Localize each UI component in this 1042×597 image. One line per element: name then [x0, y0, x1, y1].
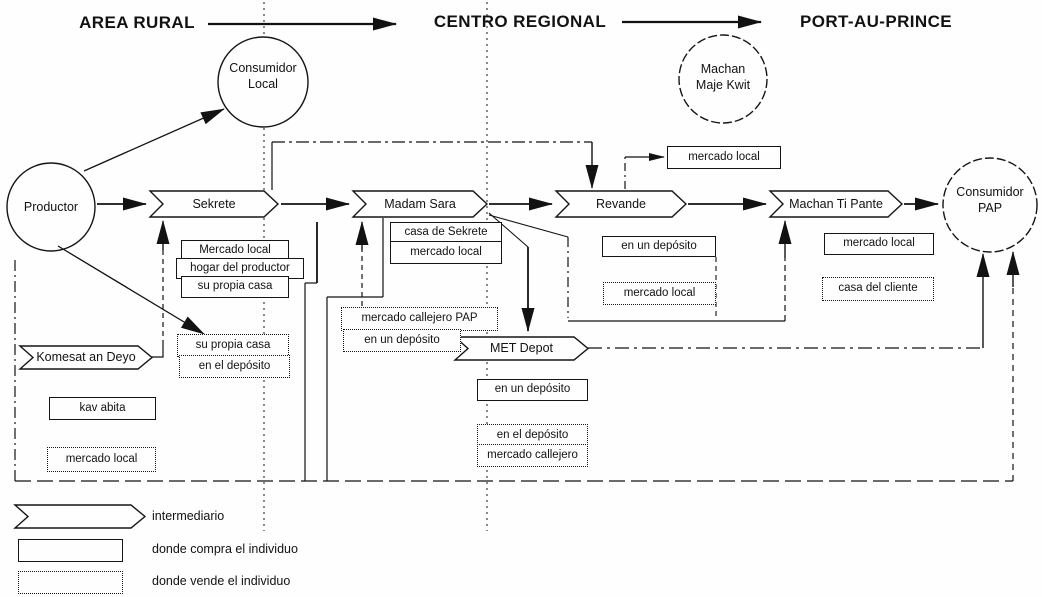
box-sekrete-mercado-local: Mercado local — [181, 240, 289, 261]
box-mercado-local-top: mercado local — [667, 146, 781, 169]
box-met-en-un-deposito: en un depósito — [477, 379, 588, 401]
box-sekrete-hogar-productor: hogar del productor — [176, 258, 304, 279]
loop-madam-sara-to-machan-ti-pante — [489, 215, 785, 321]
consumidor-local-line1: Consumidor — [229, 61, 297, 75]
legend-vende-swatch — [18, 571, 123, 594]
arrow-productor-to-consumidor-local — [84, 109, 224, 171]
consumidor-pap-line2: PAP — [977, 200, 1003, 215]
header-area-rural: AREA RURAL — [79, 13, 195, 32]
consumidor-local-label — [218, 61, 308, 92]
komesat-an-deyo-label: Komesat an Deyo — [36, 350, 136, 364]
box-komesat-sell-mercado: mercado local — [47, 447, 156, 472]
machan-ti-pante-label: Machan Ti Pante — [789, 196, 883, 211]
machan-maje-kwit-label — [678, 62, 768, 93]
box-sara-mercado-local: mercado local — [390, 241, 502, 264]
consumidor-local-line2: Local — [248, 76, 278, 91]
arrow-komesat-to-sekrete — [152, 221, 163, 357]
productor-label: Productor — [23, 200, 79, 214]
box-met-sell-deposito: en el depósito — [477, 424, 588, 447]
machan-maje-kwit-line2: Maje Kwit — [695, 77, 751, 92]
revande-label: Revande — [595, 196, 647, 211]
legend-vende-label: donde vende el individuo — [152, 574, 291, 588]
legend-intermediario-label: intermediario — [152, 509, 225, 523]
box-revande-sell-mercado: mercado local — [603, 282, 716, 305]
madam-sara-label: Madam Sara — [384, 196, 456, 211]
legend-compra-label: donde compra el individuo — [152, 542, 298, 556]
legend-intermediario-swatch — [15, 505, 145, 528]
met-depot-label: MET Depot — [490, 341, 553, 355]
consumidor-pap-label — [945, 185, 1035, 216]
arrow-revande-to-mercado-local — [625, 157, 664, 189]
box-met-sell-callejero: mercado callejero — [477, 444, 588, 467]
box-sekrete-su-propia-casa: su propia casa — [181, 276, 289, 298]
header-centro-regional: CENTRO REGIONAL — [433, 12, 607, 31]
box-revande-en-un-deposito: en un depósito — [602, 236, 716, 257]
box-sara-sell-callejero-pap: mercado callejero PAP — [341, 307, 498, 331]
box-sara-casa-de-sekrete: casa de Sekrete — [390, 222, 502, 244]
machan-maje-kwit-line1: Machan — [700, 62, 746, 76]
box-sara-sell-deposito: en un depósito — [343, 329, 461, 352]
box-pante-mercado-local: mercado local — [824, 233, 934, 255]
box-sekrete-sell-deposito: en el depósito — [179, 355, 290, 378]
consumidor-pap-line1: Consumidor — [956, 185, 1024, 199]
legend-compra-swatch — [18, 539, 123, 562]
box-sekrete-sell-casa: su propia casa — [177, 334, 289, 357]
sekrete-label: Sekrete — [192, 196, 236, 211]
rail-sekrete-to-revande — [272, 142, 592, 190]
header-port-au-prince: PORT-AU-PRINCE — [800, 12, 952, 31]
box-pante-sell-casa-cliente: casa del cliente — [822, 277, 934, 301]
box-kav-abita: kav abita — [49, 397, 156, 420]
